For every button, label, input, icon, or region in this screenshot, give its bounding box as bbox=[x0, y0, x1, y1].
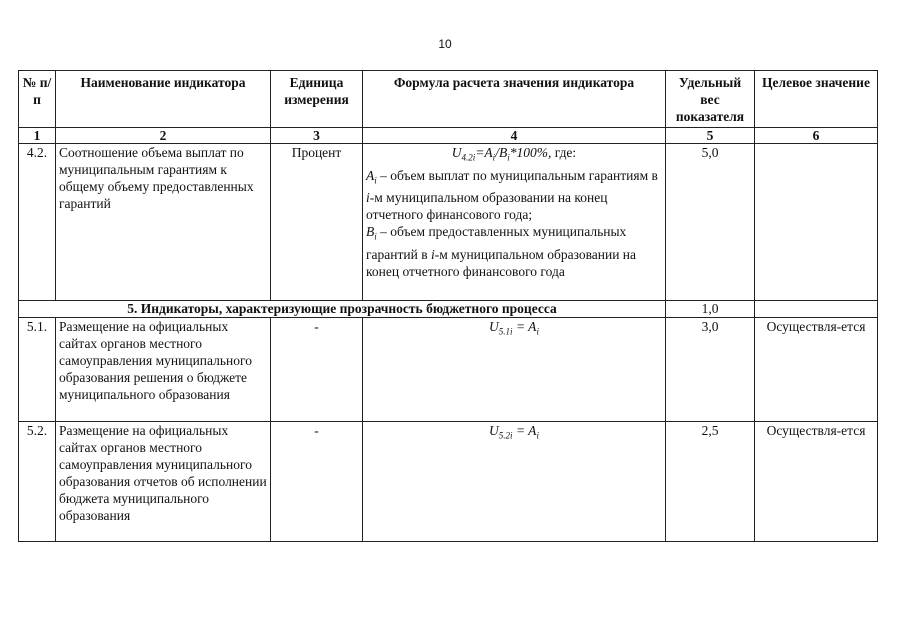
indicator-unit: Процент bbox=[271, 144, 363, 301]
col-number: 2 bbox=[56, 128, 271, 144]
section-weight: 1,0 bbox=[666, 301, 755, 318]
indicator-unit: - bbox=[271, 318, 363, 422]
header-unit: Единица измерения bbox=[271, 71, 363, 128]
section-row bbox=[19, 301, 878, 318]
col-number: 5 bbox=[666, 128, 755, 144]
header-num: № п/п bbox=[19, 71, 56, 128]
col-number: 4 bbox=[363, 128, 666, 144]
table-row bbox=[19, 422, 878, 542]
row-number: 5.1. bbox=[19, 318, 56, 422]
header-formula: Формула расчета значения индикатора bbox=[363, 71, 666, 128]
row-number: 4.2. bbox=[19, 144, 56, 301]
indicator-unit: - bbox=[271, 422, 363, 542]
indicator-weight: 5,0 bbox=[666, 144, 755, 301]
indicator-name: Соотношение объема выплат по муниципальным гарантиям к общему объему предоставленных гарантий bbox=[56, 144, 271, 301]
indicator-name: Размещение на официальных сайтах органов местного самоуправления муниципального образования решения о бюджете муниципального образования bbox=[56, 318, 271, 422]
row-number: 5.2. bbox=[19, 422, 56, 542]
formula-expression: $U_{5.1i} = A_i$ bbox=[489, 319, 539, 337]
formula-definition-a: $A_i$ – объем выплат по муниципальным гарантиям в i-м муниципальном образовании на конец отчетного финансового года; bbox=[366, 167, 658, 223]
indicator-target: Осуществля-ется bbox=[755, 422, 878, 542]
table-row bbox=[19, 318, 878, 422]
indicator-name: Размещение на официальных сайтах органов местного самоуправления муниципального образования отчетов об исполнении бюджета муниципального образования bbox=[56, 422, 271, 542]
col-number: 3 bbox=[271, 128, 363, 144]
section-target bbox=[755, 301, 878, 318]
section-title: 5. Индикаторы, характеризующие прозрачность бюджетного процесса bbox=[19, 301, 666, 318]
header-name: Наименование индикатора bbox=[56, 71, 271, 128]
indicator-formula bbox=[363, 422, 666, 542]
col-number: 1 bbox=[19, 128, 56, 144]
table-row bbox=[19, 144, 878, 301]
col-number: 6 bbox=[755, 128, 878, 144]
header-target: Целевое значение bbox=[755, 71, 878, 128]
formula-definition-b: $B_i$ – объем предоставленных муниципальных гарантий в i-м муниципальном образовании на конец отчетного финансового года bbox=[366, 224, 637, 280]
header-weight: Удельный вес показателя bbox=[666, 71, 755, 128]
indicator-target: Осуществля-ется bbox=[755, 318, 878, 422]
formula-expression: $U_{5.2i} = A_i$ bbox=[489, 423, 539, 441]
indicator-formula bbox=[363, 318, 666, 422]
formula-expression: $U_{4.2i}=A_i/B_i*100\%$, где: bbox=[451, 145, 577, 163]
indicator-formula bbox=[363, 144, 666, 301]
indicator-weight: 2,5 bbox=[666, 422, 755, 542]
page-number: 10 bbox=[438, 37, 452, 51]
table-header-row bbox=[19, 71, 878, 128]
indicator-weight: 3,0 bbox=[666, 318, 755, 422]
indicators-table bbox=[18, 70, 878, 542]
indicator-target bbox=[755, 144, 878, 301]
column-number-row bbox=[19, 128, 878, 144]
